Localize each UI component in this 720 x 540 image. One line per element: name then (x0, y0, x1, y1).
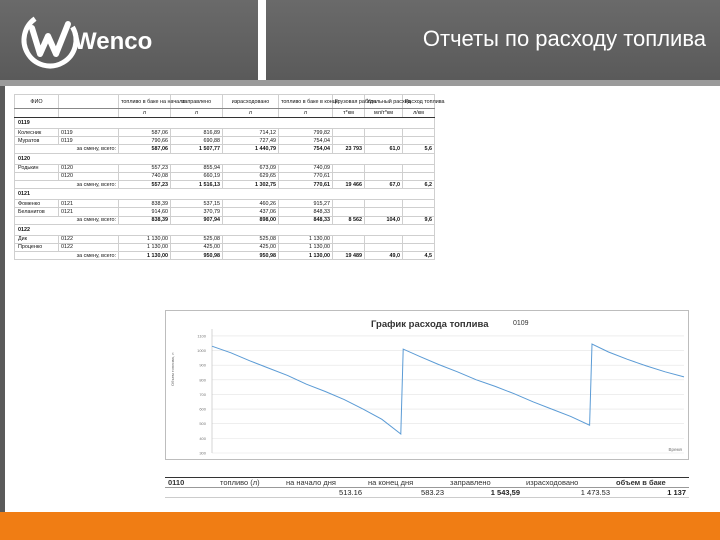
table-cell: Дик (15, 235, 59, 243)
table-cell (333, 235, 365, 243)
y-tick-label: 300 (199, 450, 206, 456)
total-cell: за смену, всего: (15, 145, 119, 153)
table-cell: 425,00 (171, 243, 223, 251)
unit-cell: л/км (403, 109, 435, 118)
table-cell: 690,88 (171, 137, 223, 145)
y-tick-label: 800 (199, 377, 206, 383)
summary-header: 0110 (165, 478, 217, 488)
total-cell: 848,33 (279, 216, 333, 224)
total-cell: 23 793 (333, 145, 365, 153)
summary-value: 1 473.53 (523, 488, 613, 498)
chart-plot (166, 311, 688, 459)
total-row (15, 216, 435, 224)
summary-header: на конец дня (365, 478, 447, 488)
summary-header: на начало дня (283, 478, 365, 488)
table-cell: 0122 (59, 243, 119, 251)
total-cell: 907,94 (171, 216, 223, 224)
unit-cell: л (279, 109, 333, 118)
table-row (15, 243, 435, 251)
col-header: топливо в баке в конце (279, 95, 333, 109)
unit-cell (15, 109, 59, 118)
summary-value: 1 137 (613, 488, 689, 498)
y-tick-label: 700 (199, 391, 206, 397)
report-units-row (15, 109, 435, 118)
table-cell: 0119 (59, 129, 119, 137)
table-row (15, 137, 435, 145)
table-cell: Проценко (15, 243, 59, 251)
total-cell: 9,6 (403, 216, 435, 224)
table-cell: 587,06 (119, 129, 171, 137)
group-code: 0119 (15, 118, 435, 129)
total-cell: за смену, всего: (15, 216, 119, 224)
table-row (15, 208, 435, 216)
total-cell: 587,06 (119, 145, 171, 153)
table-cell: 754,04 (279, 137, 333, 145)
total-cell: 754,04 (279, 145, 333, 153)
chart-legend: Время (668, 447, 682, 452)
chart-subtitle: 0109 (513, 320, 529, 327)
col-header: Удельный расход (365, 95, 403, 109)
table-cell (365, 208, 403, 216)
table-cell (333, 164, 365, 172)
group-code: 0122 (15, 224, 435, 235)
total-cell: 1 302,75 (223, 180, 279, 188)
table-cell: 557,23 (119, 164, 171, 172)
total-cell: 1 130,00 (279, 252, 333, 260)
table-cell: 1 130,00 (119, 243, 171, 251)
table-cell (403, 200, 435, 208)
total-cell: 838,39 (119, 216, 171, 224)
table-cell: 370,79 (171, 208, 223, 216)
total-cell: 1 440,79 (223, 145, 279, 153)
report-group-row (15, 153, 435, 164)
chart-title: График расхода топлива (371, 319, 489, 330)
table-cell (403, 129, 435, 137)
table-cell: 0122 (59, 235, 119, 243)
total-cell: 950,98 (223, 252, 279, 260)
table-cell: 0119 (59, 137, 119, 145)
report-group-row (15, 189, 435, 200)
total-cell: 557,23 (119, 180, 171, 188)
header-bar (0, 0, 720, 80)
page-title: Отчеты по расходу топлива (422, 26, 706, 51)
col-header: ФИО (15, 95, 59, 109)
table-cell: 855,94 (171, 164, 223, 172)
y-tick-label: 500 (199, 421, 206, 427)
total-cell: 1 516,13 (171, 180, 223, 188)
table-cell: 0120 (59, 164, 119, 172)
col-header: Грузовая работа (333, 95, 365, 109)
table-cell (403, 172, 435, 180)
total-cell: 6,2 (403, 180, 435, 188)
report-header-row (15, 95, 435, 109)
y-tick-label: 900 (199, 362, 206, 368)
table-row (15, 172, 435, 180)
unit-cell: л (119, 109, 171, 118)
col-header: израсходовано (223, 95, 279, 109)
y-axis-label: Объем топлива, л (170, 352, 175, 386)
total-cell: 770,61 (279, 180, 333, 188)
col-header: заправлено (171, 95, 223, 109)
summary-header: заправлено (447, 478, 523, 488)
total-row (15, 180, 435, 188)
table-cell (365, 137, 403, 145)
table-cell: 1 130,00 (279, 243, 333, 251)
summary-header: израсходовано (523, 478, 613, 488)
total-cell: 104,0 (365, 216, 403, 224)
table-row (15, 129, 435, 137)
col-header (59, 95, 119, 109)
summary-value (217, 488, 283, 498)
footer-bar (0, 512, 720, 540)
table-cell: 914,60 (119, 208, 171, 216)
table-cell: 1 130,00 (119, 235, 171, 243)
table-cell: Беланитов (15, 208, 59, 216)
header-divider (258, 0, 266, 80)
fuel-chart (165, 310, 689, 460)
unit-cell: л (223, 109, 279, 118)
unit-cell (59, 109, 119, 118)
unit-cell: мл/т*км (365, 109, 403, 118)
summary-table (165, 477, 689, 498)
table-cell (403, 164, 435, 172)
total-cell: 898,00 (223, 216, 279, 224)
table-cell: 525,08 (171, 235, 223, 243)
table-cell: 740,09 (279, 164, 333, 172)
group-code: 0120 (15, 153, 435, 164)
table-cell (403, 137, 435, 145)
table-cell (365, 172, 403, 180)
group-code: 0121 (15, 189, 435, 200)
table-cell: Родькин (15, 164, 59, 172)
table-cell (403, 235, 435, 243)
table-cell: 673,09 (223, 164, 279, 172)
table-cell: 0121 (59, 208, 119, 216)
fuel-report-table (14, 94, 445, 260)
col-header: топливо в баке на начало (119, 95, 171, 109)
total-row (15, 252, 435, 260)
table-cell: 0120 (59, 172, 119, 180)
total-cell: 5,6 (403, 145, 435, 153)
summary-header-row (165, 478, 689, 488)
table-cell: 770,61 (279, 172, 333, 180)
summary-header: топливо (л) (217, 478, 283, 488)
table-cell: 660,19 (171, 172, 223, 180)
report-group-row (15, 118, 435, 129)
table-cell: 727,49 (223, 137, 279, 145)
table-cell (333, 200, 365, 208)
total-cell: 67,0 (365, 180, 403, 188)
table-cell: 838,39 (119, 200, 171, 208)
table-cell: Фоменко (15, 200, 59, 208)
total-cell: 61,0 (365, 145, 403, 153)
unit-cell: л (171, 109, 223, 118)
table-cell: 437,06 (223, 208, 279, 216)
table-cell (365, 200, 403, 208)
y-tick-label: 400 (199, 435, 206, 441)
table-cell (403, 243, 435, 251)
total-cell: за смену, всего: (15, 252, 119, 260)
table-cell (333, 208, 365, 216)
table-cell (333, 172, 365, 180)
header-underline (0, 80, 720, 86)
table-cell: 816,89 (171, 129, 223, 137)
y-tick-label: 600 (199, 406, 206, 412)
table-cell: 790,66 (119, 137, 171, 145)
table-cell: 714,12 (223, 129, 279, 137)
total-cell: 1 130,00 (119, 252, 171, 260)
summary-value (165, 488, 217, 498)
table-cell: 848,33 (279, 208, 333, 216)
total-cell: 49,0 (365, 252, 403, 260)
total-cell: 4,5 (403, 252, 435, 260)
table-cell: 525,08 (223, 235, 279, 243)
logo-text: Wenco (74, 28, 153, 55)
table-cell: Колесник (15, 129, 59, 137)
table-cell (333, 243, 365, 251)
table-cell (333, 137, 365, 145)
summary-value: 583.23 (365, 488, 447, 498)
left-accent-bar (0, 86, 5, 512)
total-cell: 19 489 (333, 252, 365, 260)
unit-cell: т*км (333, 109, 365, 118)
report-body (15, 118, 435, 260)
table-cell: 740,08 (119, 172, 171, 180)
total-cell: за смену, всего: (15, 180, 119, 188)
table-cell: 799,82 (279, 129, 333, 137)
table-cell: 0121 (59, 200, 119, 208)
table-cell: 537,15 (171, 200, 223, 208)
table-cell (333, 129, 365, 137)
y-tick-label: 1100 (197, 333, 206, 339)
table-cell (403, 208, 435, 216)
table-cell: 915,27 (279, 200, 333, 208)
table-cell: 425,00 (223, 243, 279, 251)
series-line (212, 344, 684, 434)
report-group-row (15, 224, 435, 235)
table-cell (15, 172, 59, 180)
table-cell: 629,65 (223, 172, 279, 180)
table-cell: Муратов (15, 137, 59, 145)
table-row (15, 200, 435, 208)
table-row (15, 164, 435, 172)
table-cell: 1 130,00 (279, 235, 333, 243)
summary-value: 513.16 (283, 488, 365, 498)
y-tick-label: 1000 (197, 348, 206, 354)
total-cell: 8 562 (333, 216, 365, 224)
total-row (15, 145, 435, 153)
summary-values-row (165, 488, 689, 498)
table-cell: 460,26 (223, 200, 279, 208)
col-header: Расход топлива (403, 95, 435, 109)
table-cell (365, 243, 403, 251)
total-cell: 19 466 (333, 180, 365, 188)
table-cell (365, 129, 403, 137)
summary-header: объем в баке (613, 478, 689, 488)
total-cell: 1 507,77 (171, 145, 223, 153)
summary-value: 1 543,59 (447, 488, 523, 498)
table-cell (365, 164, 403, 172)
total-cell: 950,98 (171, 252, 223, 260)
table-cell (365, 235, 403, 243)
table-row (15, 235, 435, 243)
